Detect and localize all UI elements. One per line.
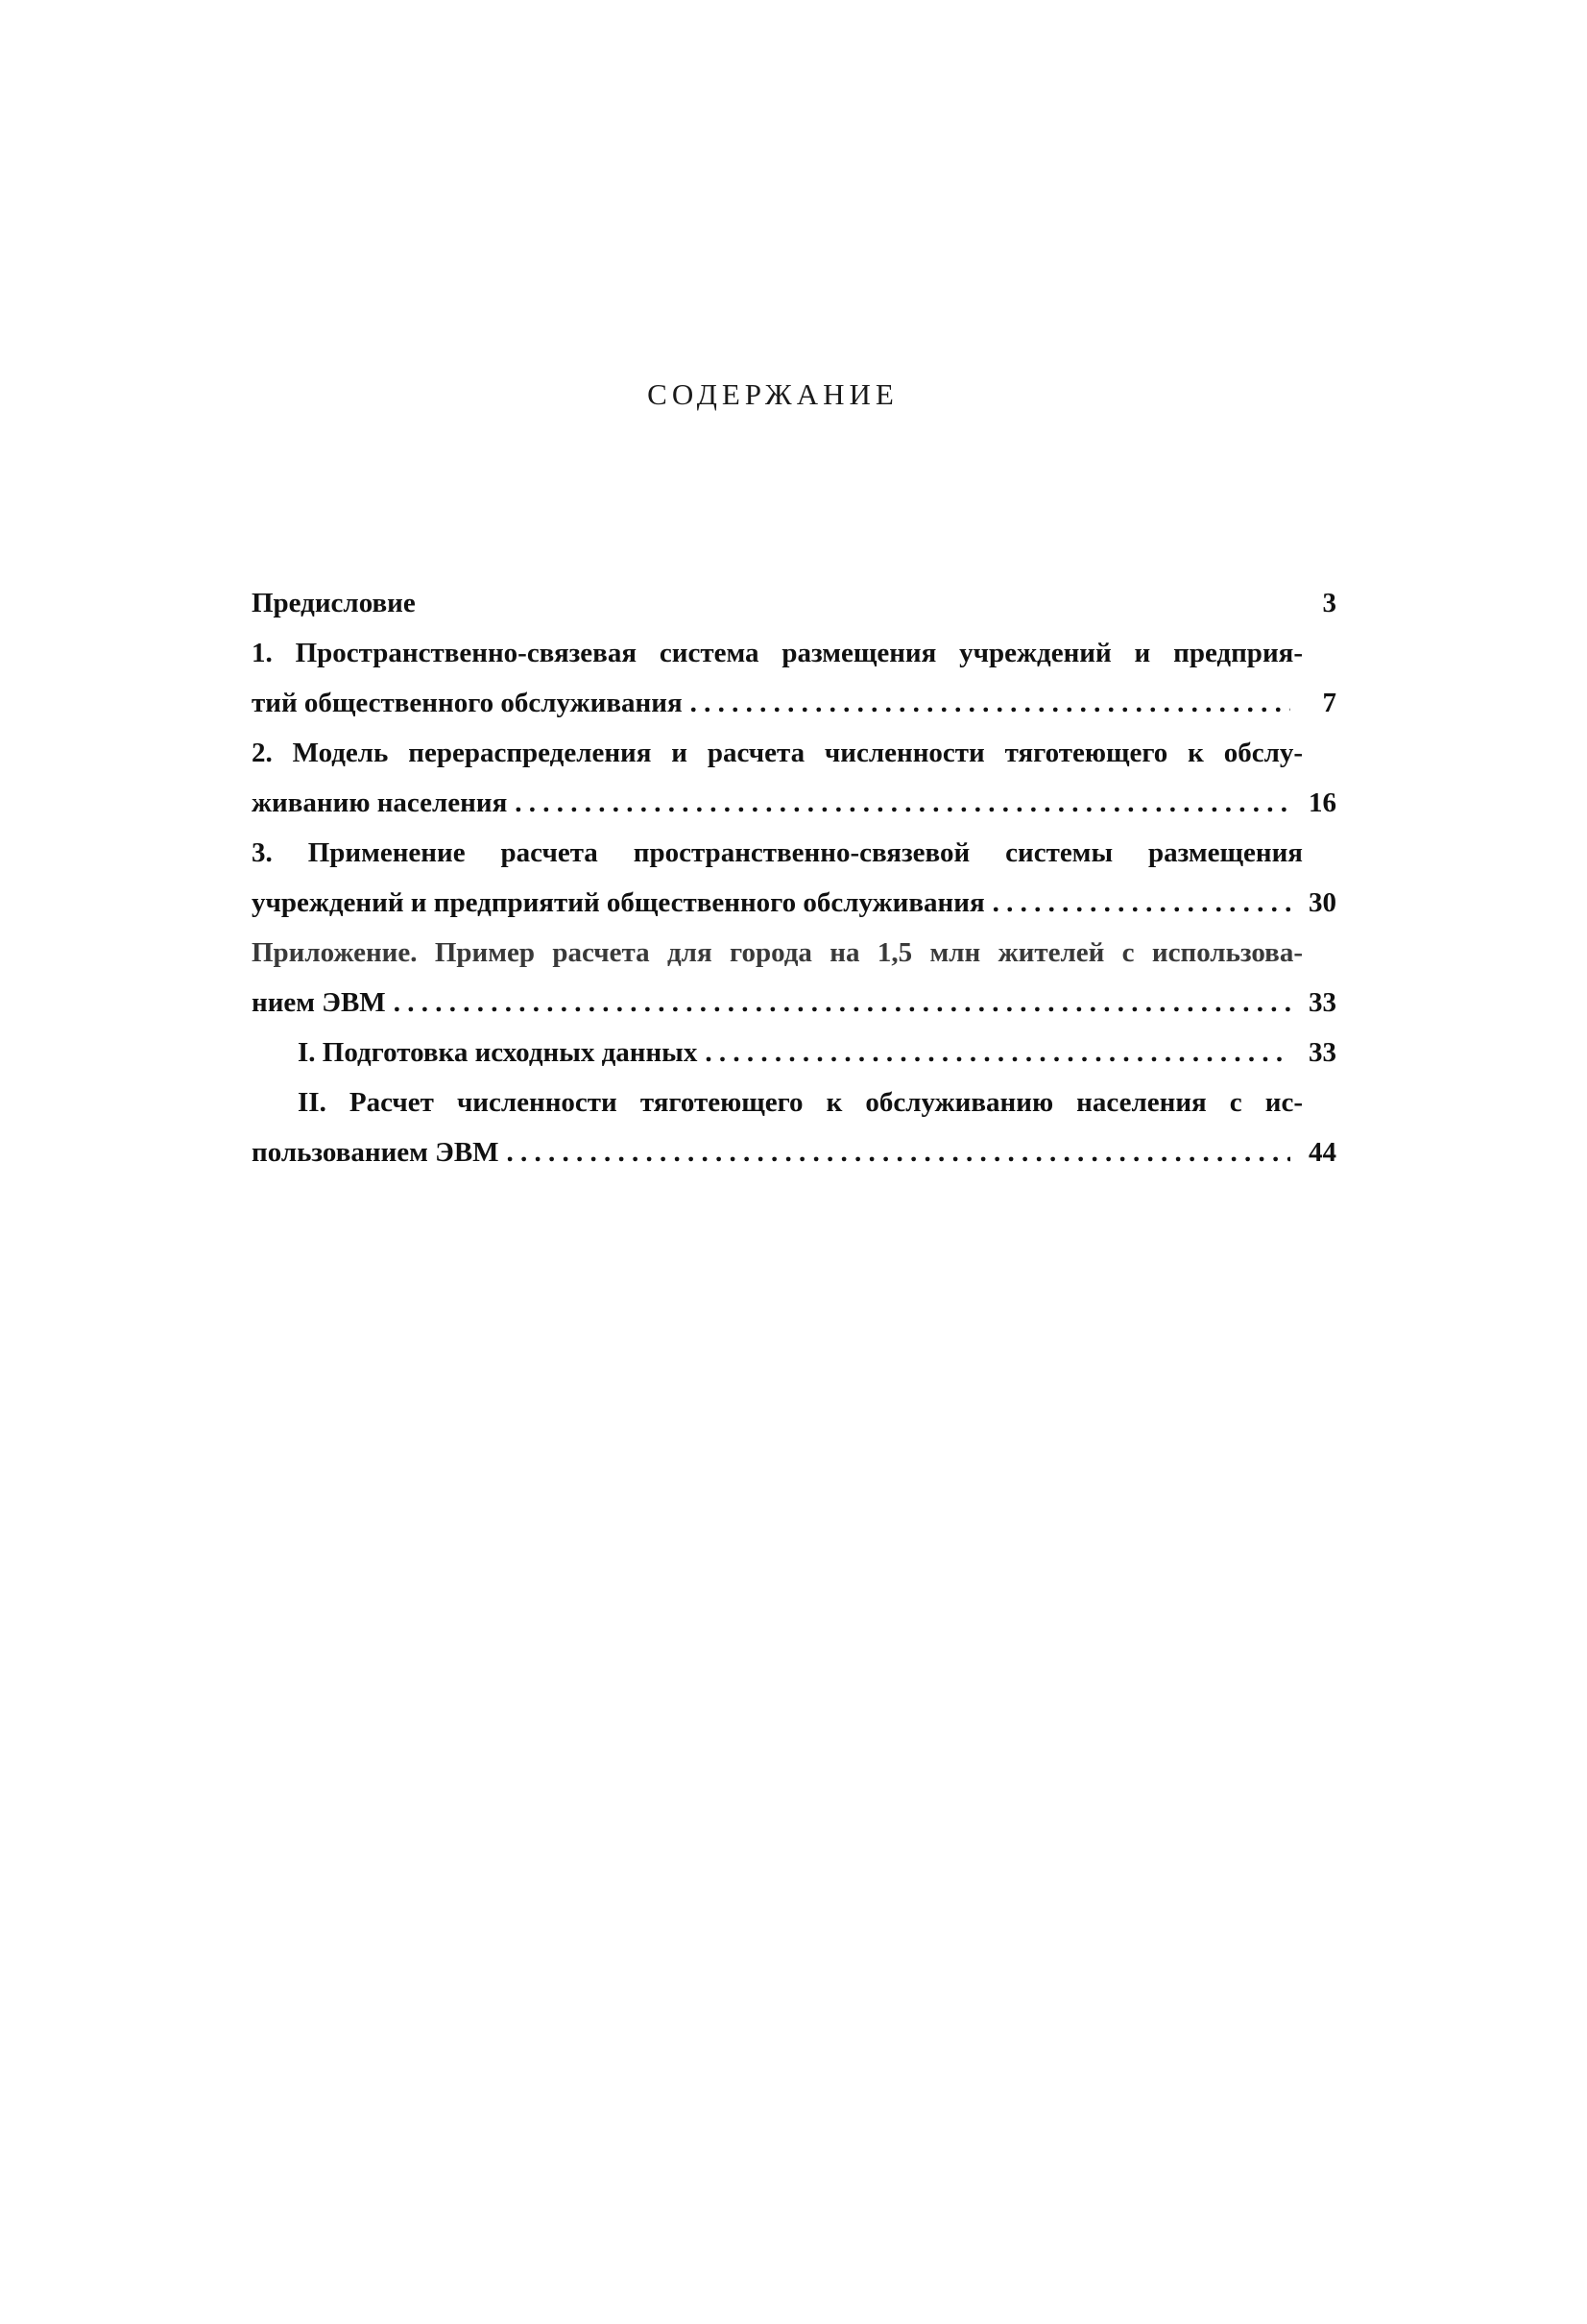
toc-entry-section1-line1: 1. Пространственно-связевая система размещения учреждений и предприя-	[252, 638, 1303, 668]
toc-page-number: 33	[1309, 1037, 1336, 1068]
toc-dot-leader	[515, 778, 1290, 828]
toc-entry-section2-line2	[252, 778, 1336, 828]
toc-entry-section2-line1: 2. Модель перераспределения и расчета численности тяготеющего к обслу-	[252, 738, 1303, 768]
toc-entry-appendix-line1: Приложение. Пример расчета для города на 1,5 млн жителей с использова-	[252, 937, 1303, 968]
toc-dot-leader	[507, 1127, 1290, 1177]
toc-entry-appendix-line2	[252, 978, 1336, 1028]
page-title: СОДЕРЖАНИЕ	[647, 377, 899, 411]
toc-page-number: 16	[1309, 787, 1336, 818]
toc-page-number: 7	[1322, 688, 1336, 718]
toc-dot-leader	[993, 878, 1290, 928]
toc-entry-appendix-part2-line1: II. Расчет численности тяготеющего к обслуживанию населения с ис-	[298, 1087, 1303, 1118]
toc-dot-leader	[705, 1028, 1290, 1077]
toc-entry-section3-line2	[252, 878, 1336, 928]
toc-entry-appendix-part2-line2	[252, 1127, 1336, 1177]
toc-entry-appendix-part1	[252, 1028, 1336, 1077]
toc-entry-preface	[252, 578, 1336, 628]
toc-entry-label: нием ЭВМ	[252, 987, 386, 1018]
toc-entry-label: живанию населения	[252, 787, 508, 818]
toc-entry-label: пользованием ЭВМ	[252, 1137, 499, 1168]
toc-page-number: 44	[1309, 1137, 1336, 1168]
toc-dot-leader	[690, 678, 1290, 728]
toc-entry-label: I. Подготовка исходных данных	[298, 1037, 698, 1068]
toc-entry-label: тий общественного обслуживания	[252, 688, 683, 718]
toc-page-number: 30	[1309, 887, 1336, 918]
toc-entry-section3-line1: 3. Применение расчета пространственно-связевой системы размещения	[252, 837, 1303, 868]
table-of-contents	[252, 578, 1336, 1177]
toc-dot-leader	[394, 978, 1290, 1028]
toc-entry-label: Предисловие	[252, 588, 416, 618]
toc-page-number: 33	[1309, 987, 1336, 1018]
toc-page-number: 3	[1322, 588, 1336, 618]
toc-entry-section1-line2	[252, 678, 1336, 728]
toc-entry-label: учреждений и предприятий общественного обслуживания	[252, 887, 985, 918]
